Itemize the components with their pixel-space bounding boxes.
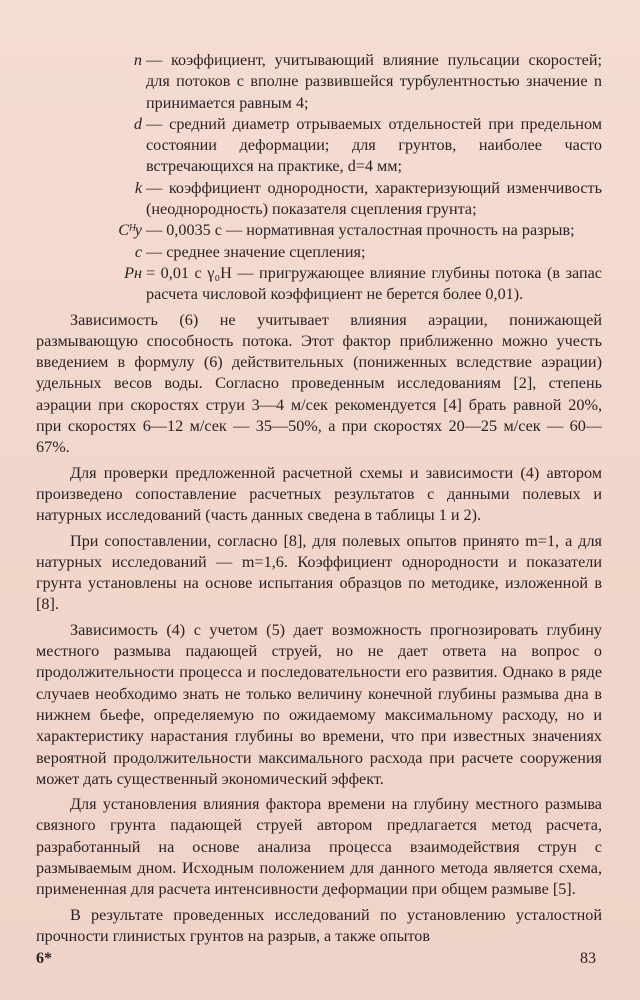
paragraph-comparison: При сопоставлении, согласно [8], для полевых опытов принято m=1, а для натурных исследований — m=1,6. Коэффициент однородности и показатели грунта установлены на основе испытания образцов по методике, изложенной в [8]. [36,531,602,614]
definition-d [36,114,602,178]
definition-text: = 0,01 c γ₀H — пригружающее влияние глубины потока (в запас расчета числовой коэффициент не берется более 0,01). [146,263,602,304]
definition-symbol: k [134,178,142,197]
paragraph-aeration: Зависимость (6) не учитывает влияния аэрации, понижающей размывающую способность потока. Этот фактор приближенно можно учесть введением в формулу (6) действительных (пониженных вследствие аэрации) удельных весов воды. Согласно проведенным исследованиям [2], степень аэрации при скоростях струи 3—4 м/сек рекомендуется [4] брать равной 20%, при скоростях 6—12 м/сек — 35—50%, а при скоростях 20—25 м/сек — 60—67%. [36,310,602,457]
definition-text: — среднее значение сцепления; [146,242,366,261]
definition-symbol: Cᴴу [118,221,142,240]
definition-text: — 0,0035 c — нормативная усталостная прочность на разрыв; [146,221,575,240]
paragraph-dependence: Зависимость (4) с учетом (5) дает возможность прогнозировать глубину местного размыва падающей струей, но не дает ответа на вопрос о продолжительности процесса и последовательности его развития. Однако в ряде случаев необходимо знать не только величину конечной глубины размыва дна в нижнем бьефе, определяемую по ожидаемому максимальному расходу, но и характеристику нарастания глубины во времени, что при известных значениях вероятной продолжительности максимального расхода при расчете сооружения может дать существенный экономический эффект. [36,620,602,788]
paragraph-results: В результате проведенных исследований по установлению усталостной прочности глинистых грунтов на разрыв, а также опытов [36,905,602,945]
definition-text: — коэффициент, учитывающий влияние пульсации скоростей; для потоков с вполне развившейся турбулентностью значение n принимается равным 4; [146,51,602,112]
page-footer [36,950,602,974]
text-body [36,50,602,947]
signature-mark: 6* [36,950,52,967]
definition-symbol: d [133,114,142,133]
page-number: 83 [580,950,596,967]
definition-text: — средний диаметр отрываемых отдельностей при предельном состоянии деформации; для грунтов, наиболее часто встречающихся на практике, d=4 мм; [146,114,602,176]
definition-text: — коэффициент однородности, характеризующий изменчивость (неоднородность) показателя сцепления грунта; [146,178,602,219]
definition-cy [36,220,602,241]
definition-symbol: c [134,242,142,261]
definition-n [36,50,602,114]
paragraph-verification: Для проверки предложенной расчетной схемы и зависимости (4) автором произведено сопоставление расчетных результатов с данными полевых и натурных исследований (часть данных сведена в таблицы 1 и 2). [36,463,602,525]
definition-symbol: n [133,51,142,69]
definition-c [36,242,602,263]
definition-symbol: Pн [124,263,142,282]
definition-pn [36,263,602,306]
definition-k [36,178,602,221]
paragraph-time-factor: Для установления влияния фактора времени на глубину местного размыва связного грунта падающей струей автором предлагается метод расчета, разработанный на основе анализа процесса взаимодействия струн с размываемым дном. Исходным положением для данного метода является схема, примененная для расчета интенсивности деформации при общем размыве [5]. [36,795,602,899]
